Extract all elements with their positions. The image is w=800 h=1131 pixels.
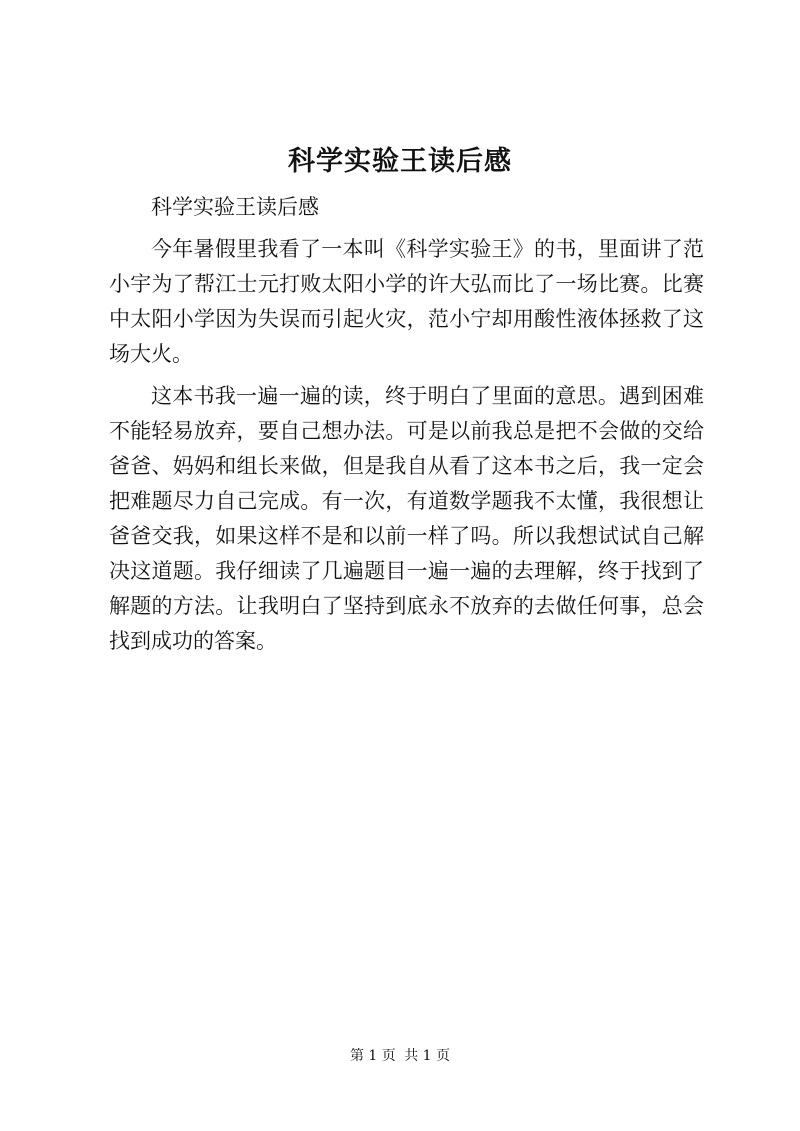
paragraph-2: 这本书我一遍一遍的读，终于明白了里面的意思。遇到困难不能轻易放弃，要自己想办法。可是以前我总是把不会做的交给爸爸、妈妈和组长来做，但是我自从看了这本书之后，我一定会把难题尽力自己完成。有一次，有道数学题我不太懂，我很想让爸爸交我，如果这样不是和以前一样了吗。所以我想试试自己解决这道题。我仔细读了几遍题目一遍一遍的去理解，终于找到了解题的方法。让我明白了坚持到底永不放弃的去做任何事，总会找到成功的答案。	[109, 384, 704, 653]
paragraph-1: 今年暑假里我看了一本叫《科学实验王》的书，里面讲了范小宇为了帮江士元打败太阳小学的许大弘而比了一场比赛。比赛中太阳小学因为失误而引起火灾，范小宁却用酸性液体拯救了这场大火。	[109, 237, 704, 366]
document-title: 科学实验王读后感	[288, 146, 512, 177]
document-subtitle: 科学实验王读后感	[151, 195, 319, 219]
page-number: 第 1 页	[349, 1048, 396, 1064]
page-total: 共 1 页	[404, 1048, 451, 1064]
page-footer	[0, 1046, 800, 1066]
document-body	[109, 190, 704, 659]
